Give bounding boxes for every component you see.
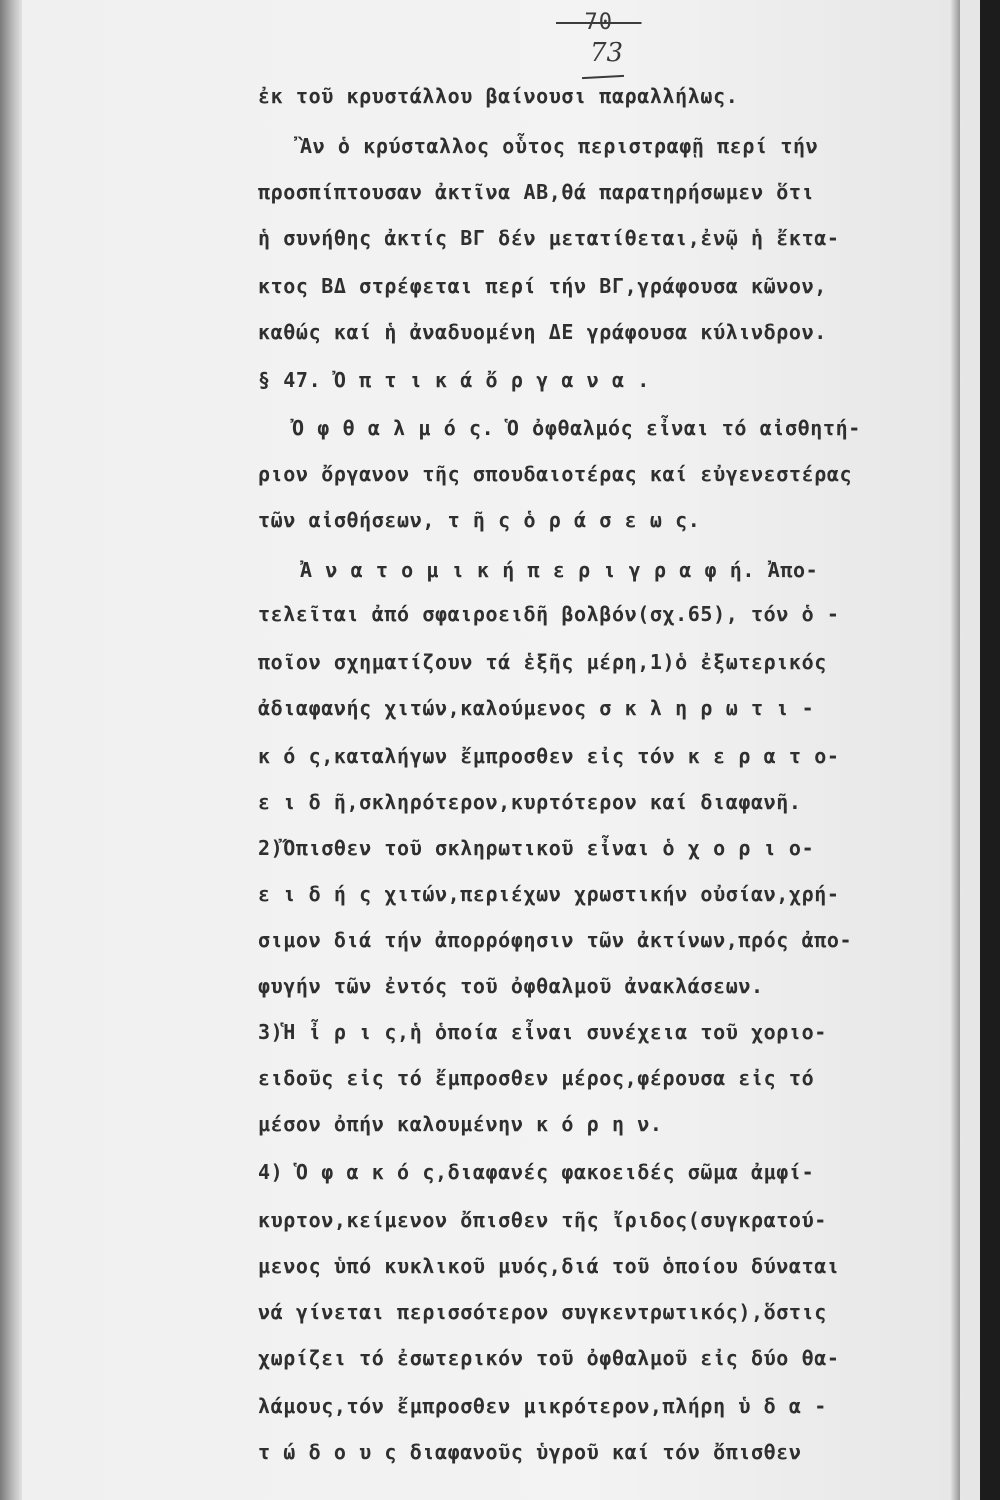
text-line: ε ι δ ή ς χιτών,περιέχων χρωστικήν οὐσίαν,χρή- (258, 882, 840, 906)
text-line: κτος ΒΔ στρέφεται περί τήν ΒΓ,γράφουσα κῶνον, (258, 274, 827, 298)
text-line: χωρίζει τό ἐσωτερικόν τοῦ ὀφθαλμοῦ εἰς δύο θα- (258, 1346, 840, 1370)
handwritten-underline (582, 75, 624, 79)
text-line: ε ι δ ῆ,σκληρότερον,κυρτότερον καί διαφανῆ. (258, 790, 802, 814)
text-line: κ ό ς,καταλήγων ἔμπροσθεν εἰς τόν κ ε ρ α τ ο- (258, 744, 840, 768)
page-edge-shadow (950, 0, 960, 1500)
text-line: ειδοῦς εἰς τό ἔμπροσθεν μέρος,φέρουσα εἰς τό (258, 1066, 815, 1090)
text-line: ἐκ τοῦ κρυστάλλου βαίνουσι παραλλήλως. (258, 84, 739, 108)
text-line: ριον ὄργανον τῆς σπουδαιοτέρας καί εὐγενεστέρας (258, 462, 853, 486)
text-line: μέσον ὀπήν καλουμένην κ ό ρ η ν. (258, 1112, 663, 1136)
typed-page-number: - 70 - (556, 10, 642, 35)
text-line: κυρτον,κείμενον ὄπισθεν τῆς ἴριδος(συγκρατού- (258, 1208, 827, 1232)
text-line: νά γίνεται περισσότερον συγκεντρωτικός),ὅστις (258, 1300, 827, 1324)
text-line: σιμον διά τήν ἀπορρόφησιν τῶν ἀκτίνων,πρός ἀπο- (258, 928, 853, 952)
text-line: λάμους,τόν ἔμπροσθεν μικρότερον,πλήρη ὑ δ α - (258, 1394, 827, 1418)
text-line: ποῖον σχηματίζουν τά ἑξῆς μέρη,1)ὁ ἐξωτερικός (258, 650, 827, 674)
text-line: τῶν αἰσθήσεων, τ ῆ ς ὁ ρ ά σ ε ω ς. (258, 508, 701, 532)
section-heading: § 47. Ὀ π τ ι κ ά ὄ ρ γ α ν α . (258, 368, 650, 392)
text-line: 2)Ὄπισθεν τοῦ σκληρωτικοῦ εἶναι ὁ χ ο ρ ι ο- (258, 836, 815, 860)
text-line: καθώς καί ἡ ἀναδυομένη ΔΕ γράφουσα κύλινδρον. (258, 320, 827, 344)
text-line: Ἂν ὁ κρύσταλλος οὗτος περιστραφῇ περί τήν (300, 134, 819, 158)
text-line: προσπίπτουσαν ἀκτῖνα ΑΒ,θά παρατηρήσωμεν ὅτι (258, 180, 815, 204)
text-line: φυγήν τῶν ἐντός τοῦ ὀφθαλμοῦ ἀνακλάσεων. (258, 974, 764, 998)
text-line: ἡ συνήθης ἀκτίς ΒΓ δέν μετατίθεται,ἐνῷ ἡ ἔκτα- (258, 226, 840, 250)
text-line: τελεῖται ἀπό σφαιροειδῆ βολβόν(σχ.65), τόν ὁ - (258, 602, 840, 626)
binding-edge (0, 0, 22, 1500)
scanner-edge (980, 0, 1000, 1500)
text-line: Ἀ ν α τ ο μ ι κ ή π ε ρ ι γ ρ α φ ή. Ἀπο- (300, 558, 819, 582)
handwritten-page-number: 73 (590, 38, 624, 68)
text-line: τ ώ δ ο υ ς διαφανοῦς ὑγροῦ καί τόν ὄπισθεν (258, 1440, 802, 1464)
text-line: 4) Ὁ φ α κ ό ς,διαφανές φακοειδές σῶμα ἀμφί- (258, 1160, 815, 1184)
text-line: μενος ὑπό κυκλικοῦ μυός,διά τοῦ ὁποίου δύναται (258, 1254, 840, 1278)
text-line: 3)Ἡ ἶ ρ ι ς,ἡ ὁποία εἶναι συνέχεια τοῦ χοριο- (258, 1020, 827, 1044)
text-line: Ὀ φ θ α λ μ ό ς. Ὁ ὀφθαλμός εἶναι τό αἰσθητή- (292, 416, 861, 440)
text-line: ἀδιαφανής χιτών,καλούμενος σ κ λ η ρ ω τ ι - (258, 696, 815, 720)
